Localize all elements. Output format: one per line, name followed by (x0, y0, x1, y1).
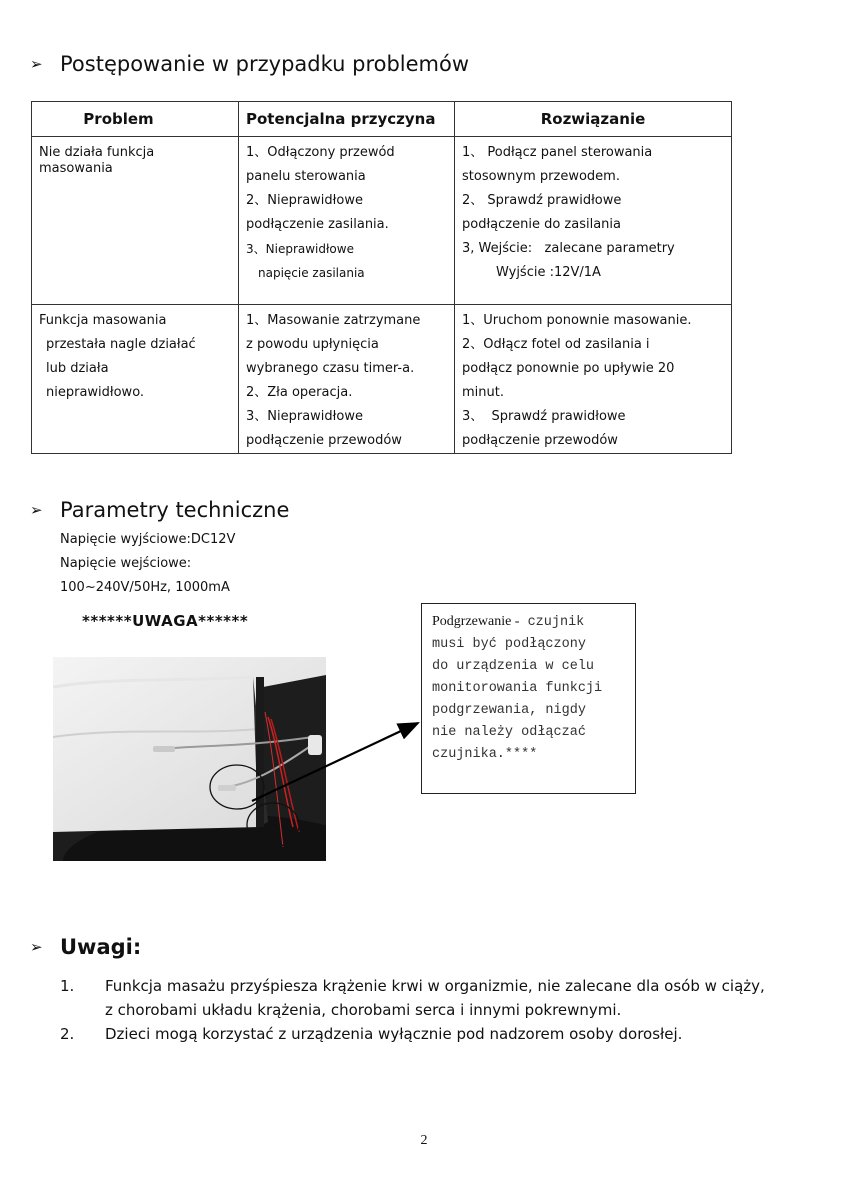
cause-line: 3、Nieprawidłowe (246, 242, 354, 256)
problem-line: nieprawidłowo. (46, 385, 145, 400)
item-number: 2. (60, 1025, 75, 1043)
note-line: do urządzenia w celu (432, 659, 595, 674)
section-heading-notes (30, 935, 141, 959)
cause-line: podłączenie przewodów (246, 433, 402, 448)
solution-line: podłączenie do zasilania (462, 217, 621, 232)
item-text: Funkcja masażu przyśpiesza krążenie krwi w organizmie, nie zalecane dla osób w ciąży, (105, 977, 765, 995)
list-item (60, 1022, 820, 1046)
table-row (32, 305, 732, 454)
solution-line: minut. (462, 385, 504, 400)
solution-cell (455, 305, 732, 454)
cause-cell (239, 305, 455, 454)
parameter-line: Napięcie wejściowe: (60, 556, 192, 571)
section-title: Parametry techniczne (60, 498, 290, 522)
section-title: Uwagi: (60, 935, 142, 959)
list-item (60, 974, 820, 1022)
solution-cell (455, 137, 732, 305)
table-row (32, 137, 732, 305)
cause-line: napięcie zasilania (258, 266, 365, 280)
note-line: podgrzewania, nigdy (432, 703, 586, 718)
solution-line: 1、Uruchom ponownie masowanie. (462, 313, 692, 328)
solution-line: podłącz ponownie po upływie 20 (462, 361, 675, 376)
arrow-bullet-icon: ➢ (30, 501, 43, 519)
note-lead: Podgrzewanie - (432, 614, 520, 629)
technical-parameters (60, 528, 235, 600)
section-title: Postępowanie w przypadku problemów (60, 52, 470, 76)
item-text: Dzieci mogą korzystać z urządzenia wyłącznie pod nadzorem osoby dorosłej. (105, 1025, 683, 1043)
cause-cell (239, 137, 455, 305)
section-heading-troubleshooting (30, 52, 469, 76)
solution-line: podłączenie przewodów (462, 433, 618, 448)
solution-line: 2、 Sprawdź prawidłowe (462, 193, 622, 208)
solution-line: 3, Wejście: zalecane parametry (462, 241, 675, 256)
solution-line: Wyjście :12V/1A (496, 265, 601, 280)
section-heading-technical (30, 498, 289, 522)
problem-line: przestała nagle działać (46, 337, 196, 352)
cause-line: 2、Zła operacja. (246, 385, 353, 400)
item-number: 1. (60, 977, 75, 995)
note-line: monitorowania funkcji (432, 681, 603, 696)
cause-line: 2、Nieprawidłowe (246, 193, 363, 208)
solution-line: 1、 Podłącz panel sterowania (462, 145, 653, 160)
warning-title: ******UWAGA****** (82, 612, 249, 630)
column-header: Potencjalna przyczyna (239, 102, 455, 137)
cause-line: podłączenie zasilania. (246, 217, 389, 232)
problem-cell (32, 137, 239, 305)
solution-line: 3、 Sprawdź prawidłowe (462, 409, 626, 424)
note-line: nie należy odłączać (432, 725, 586, 740)
cause-line: 3、Nieprawidłowe (246, 409, 363, 424)
warning-note-box (421, 603, 636, 794)
problem-cell (32, 305, 239, 454)
problem-line: Funkcja masowania (39, 313, 167, 328)
page-number: 2 (420, 1133, 428, 1148)
item-text: z chorobami układu krążenia, chorobami serca i innymi pokrewnymi. (105, 1001, 622, 1019)
pointer-arrow-icon (250, 715, 430, 805)
note-line: musi być podłączony (432, 637, 586, 652)
column-header: Rozwiązanie (455, 102, 732, 137)
parameter-line: Napięcie wyjściowe:DC12V (60, 532, 236, 547)
troubleshooting-table (31, 101, 732, 454)
arrow-bullet-icon: ➢ (30, 938, 43, 956)
cause-line: 1、Odłączony przewód (246, 145, 395, 160)
cause-line: panelu sterowania (246, 169, 366, 184)
solution-line: stosownym przewodem. (462, 169, 620, 184)
column-header: Problem (32, 102, 239, 137)
parameter-line: 100~240V/50Hz, 1000mA (60, 580, 230, 595)
note-line: czujnika.**** (432, 747, 538, 762)
cause-line: wybranego czasu timer-a. (246, 361, 415, 376)
arrow-bullet-icon: ➢ (30, 55, 43, 73)
problem-text: Nie działa funkcja masowania (39, 145, 155, 176)
cause-line: z powodu upłynięcia (246, 337, 379, 352)
cause-line: 1、Masowanie zatrzymane (246, 313, 421, 328)
notes-list (60, 974, 820, 1046)
note-line: czujnik (519, 615, 585, 630)
problem-line: lub działa (46, 361, 109, 376)
solution-line: 2、Odłącz fotel od zasilania i (462, 337, 650, 352)
table-header-row (32, 102, 732, 137)
